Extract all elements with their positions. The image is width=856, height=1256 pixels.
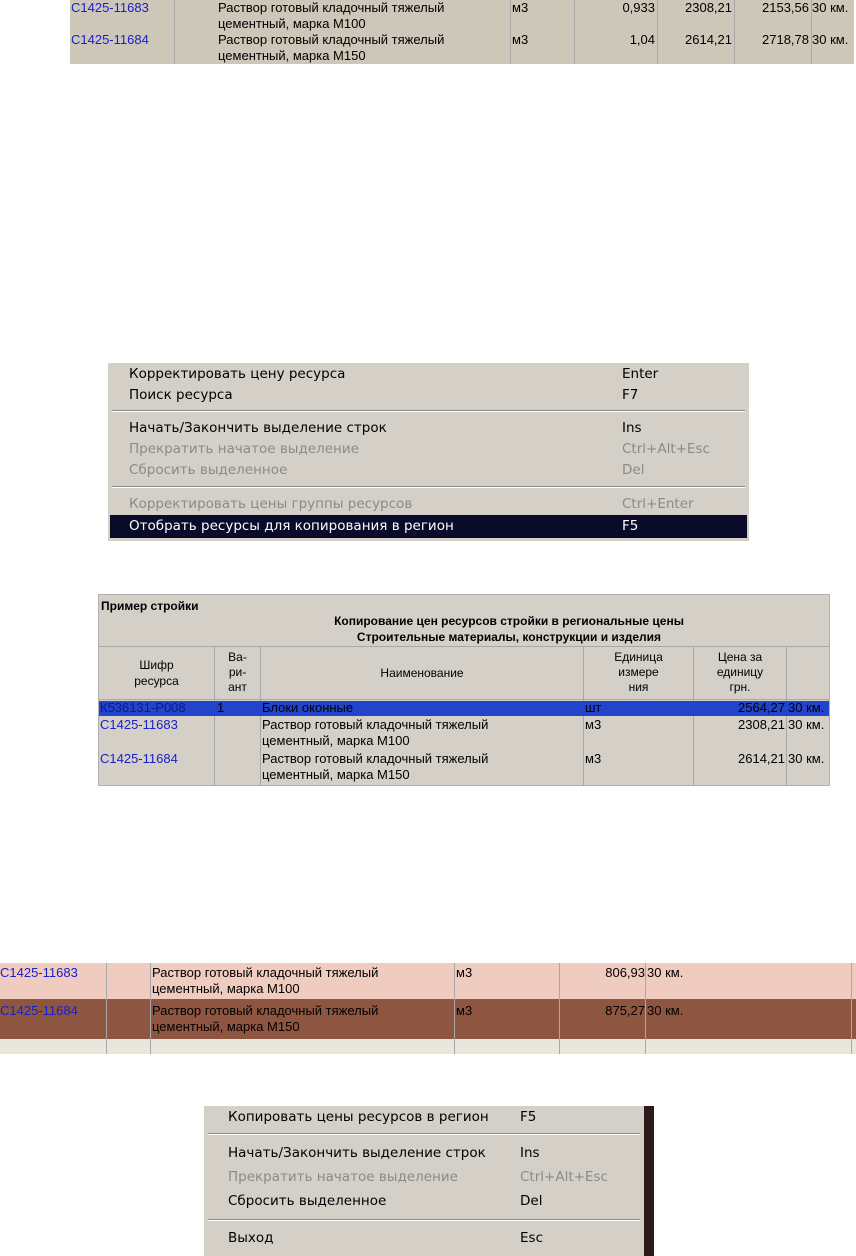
sum: 2153,56 [762,0,809,15]
distance: 30 км. [812,0,849,15]
menu-item-correct-group-prices[interactable]: Корректировать цены группы ресурсов Ctrl+Enter [129,496,694,512]
resource-code[interactable]: С1425-11683 [0,965,78,980]
price: 2614,21 [685,32,732,47]
resource-code[interactable]: С1425-11684 [71,32,149,47]
resource-code[interactable]: С1425-11684 [100,751,178,766]
page-title: Копирование цен ресурсов стройки в региональные цены [334,614,684,628]
resource-name: Раствор готовый кладочный тяжелый [218,32,445,47]
resource-name: цементный, марка М150 [218,48,366,63]
menu-item-reset-selection[interactable]: Сбросить выделенное Del [228,1193,543,1209]
resource-name: Раствор готовый кладочный тяжелый [152,965,379,980]
menu-separator [112,486,745,488]
window-edge [644,1106,654,1256]
resource-name: цементный, марка М100 [152,981,300,996]
context-menu-resources [108,363,749,541]
resource-name: Раствор готовый кладочный тяжелый [152,1003,379,1018]
menu-item-copy-to-region[interactable]: Копировать цены ресурсов в регион F5 [228,1109,537,1125]
table-row-selected[interactable] [99,701,829,716]
menu-item-exit[interactable]: Выход Esc [228,1230,543,1246]
page-subtitle: Строительные материалы, конструкции и изделия [356,630,662,644]
distance: 30 км. [647,1003,684,1018]
distance: 30 км. [788,717,825,732]
resource-name: цементный, марка М100 [218,16,366,31]
unit: м3 [585,717,602,732]
unit: м3 [456,1003,473,1018]
resource-name: Раствор готовый кладочный тяжелый [262,717,489,732]
unit: м3 [512,0,529,15]
price: 2564,27 [738,700,785,715]
unit: м3 [456,965,473,980]
resource-code[interactable]: С1425-11683 [100,717,178,732]
quantity: 0,933 [622,0,655,15]
region-prices-table [0,963,856,1054]
menu-item-correct-price[interactable]: Корректировать цену ресурса Enter [129,366,659,382]
copy-prices-table: Пример стройки Копирование цен ресурсов стройки в региональные цены Строительные материалы, конструкции и изделия Шифр ресурса Ва- ри- ант Наименование Единица измере ния Цена за единицу грн. К536131-Р008 1 Блоки оконные шт 2564,27 30 км. С1425-11683 Раствор готовый кладочный тяжелый цементный, марка М100 м3 2308,21 30 км. С1425-11684 Раствор готовый кладочный тяжелый цементный, марка М150 м3 2614,21 30 км. [98,594,830,786]
resource-name: Раствор готовый кладочный тяжелый [218,0,445,15]
column-header-name[interactable]: Наименование [380,666,464,680]
price: 806,93 [605,965,645,980]
price: 2614,21 [738,751,785,766]
menu-item-search-resource[interactable]: Поиск ресурса F7 [129,387,639,403]
resource-table-fragment [70,0,854,64]
menu-separator [112,410,745,412]
price: 2308,21 [685,0,732,15]
context-menu-region [204,1106,644,1256]
quantity: 1,04 [629,32,655,47]
resource-code[interactable]: К536131-Р008 [100,700,186,715]
sum: 2718,78 [762,32,809,47]
unit: м3 [585,751,602,766]
resource-code[interactable]: С1425-11684 [0,1003,78,1018]
unit: шт [585,700,602,715]
menu-separator [208,1133,640,1135]
resource-name: цементный, марка М150 [262,767,410,782]
distance: 30 км. [788,751,825,766]
unit: м3 [512,32,529,47]
price: 875,27 [605,1003,645,1018]
menu-item-toggle-selection[interactable]: Начать/Закончить выделение строк Ins [228,1145,540,1161]
menu-item-select-for-copy[interactable]: Отобрать ресурсы для копирования в регион F5 [110,515,747,538]
resource-name: цементный, марка М100 [262,733,410,748]
distance: 30 км. [788,700,825,715]
resource-code[interactable]: С1425-11683 [71,0,149,15]
variant: 1 [217,700,225,715]
menu-item-stop-selection[interactable]: Прекратить начатое выделение Ctrl+Alt+Esc [228,1169,608,1185]
menu-item-reset-selection[interactable]: Сбросить выделенное Del [129,462,645,478]
distance: 30 км. [647,965,684,980]
price: 2308,21 [738,717,785,732]
resource-name: Блоки оконные [262,700,354,715]
project-name: Пример стройки [101,599,199,613]
resource-name: Раствор готовый кладочный тяжелый [262,751,489,766]
resource-name: цементный, марка М150 [152,1019,300,1034]
menu-separator [208,1219,640,1221]
menu-item-stop-selection[interactable]: Прекратить начатое выделение Ctrl+Alt+Esc [129,441,710,457]
menu-item-toggle-selection[interactable]: Начать/Закончить выделение строк Ins [129,420,642,436]
distance: 30 км. [812,32,849,47]
